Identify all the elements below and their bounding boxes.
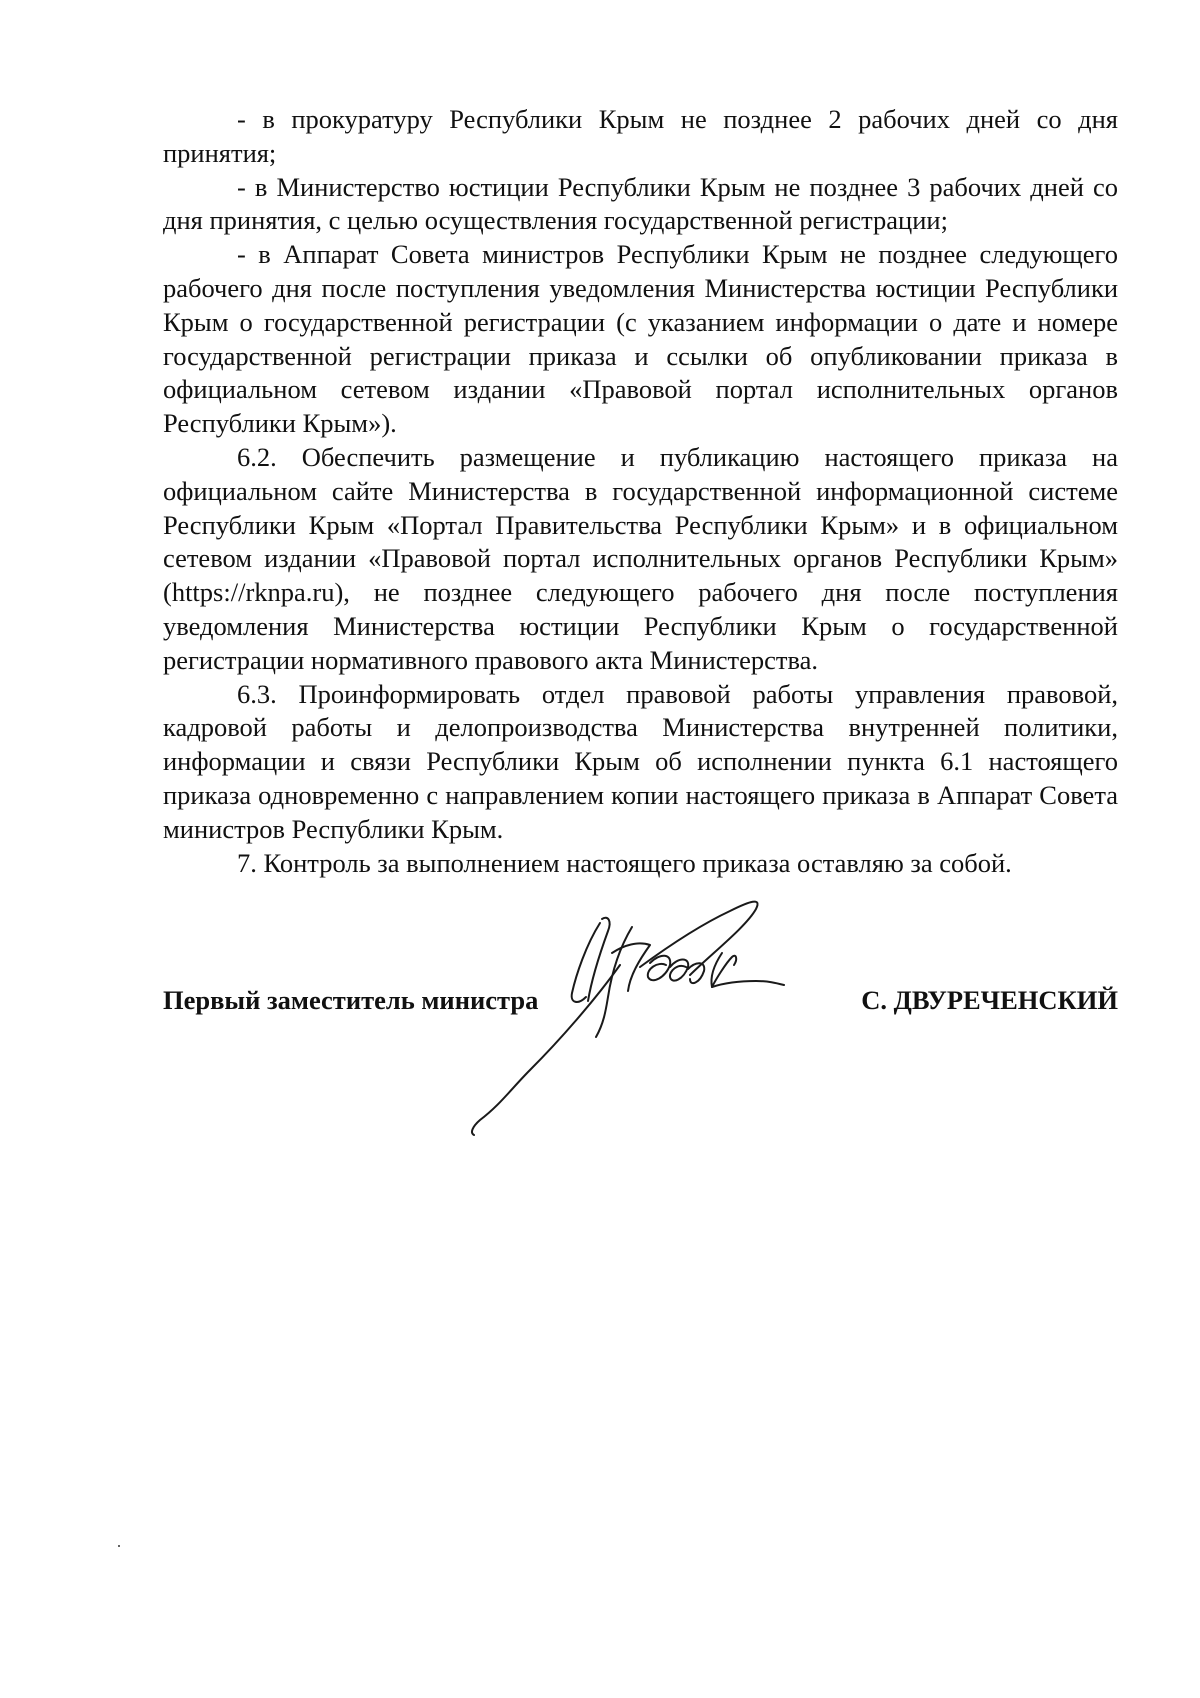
- paragraph-council-apparatus: - в Аппарат Совета министров Республики Крым не позднее следующего рабочего дня после поступления уведомления Министерства юстиции Республики Крым о государственной регистрации (с указанием информации о дате и номере государственной регистрации приказа и ссылки об опубликовании приказа в официальном сетевом издании «Правовой портал исполнительных органов Республики Крым»).: [163, 239, 1118, 439]
- paragraph-item-7: 7. Контроль за выполнением настоящего приказа оставляю за собой.: [237, 847, 1012, 878]
- signatory-name: С. ДВУРЕЧЕНСКИЙ: [861, 985, 1118, 1015]
- document-body: [163, 103, 1118, 880]
- signatory-title: Первый заместитель министра: [163, 985, 539, 1015]
- paragraph-prosecutor: - в прокуратуру Республики Крым не позднее 2 рабочих дней со дня принятия;: [163, 104, 1118, 168]
- scan-speck: [118, 1545, 120, 1547]
- paragraph-ministry-justice: - в Министерство юстиции Республики Крым не позднее 3 рабочих дней со дня принятия, с целью осуществления государственной регистрации;: [163, 171, 1118, 236]
- paragraph-item-6-2: 6.2. Обеспечить размещение и публикацию настоящего приказа на официальном сайте Министерства в государственной информационной системе Республики Крым «Портал Правительства Республики Крым» и в официальном сетевом издании «Правовой портал исполнительных органов Республики Крым» (https://rknpa.ru), не позднее следующего рабочего дня после поступления уведомления Министерства юстиции Республики Крым о государственной регистрации нормативного правового акта Министерства.: [163, 441, 1118, 675]
- paragraph-item-6-3: 6.3. Проинформировать отдел правовой работы управления правовой, кадровой работы и делопроизводства Министерства внутренней политики, информации и связи Республики Крым об исполнении пункта 6.1 настоящего приказа одновременно с направлением копии настоящего приказа в Аппарат Совета министров Республики Крым.: [163, 678, 1118, 844]
- handwritten-signature: [500, 905, 860, 1135]
